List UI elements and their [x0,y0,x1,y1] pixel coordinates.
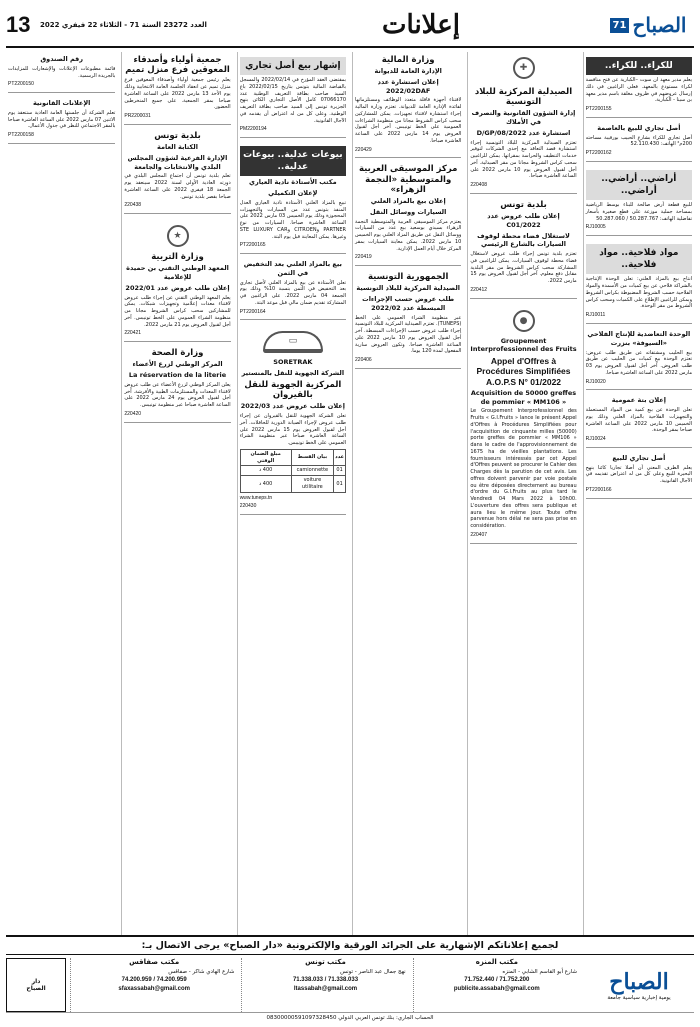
stamp-title: الصباح [26,985,46,992]
office-tunis [241,958,408,1012]
ad-ref: إعلان طلب عروض عدد 2022/01 [125,283,230,292]
ad-body: تعتزم بلدية تونس إجراء طلب عروض لاستغلال فضاء محطة لوقوف السيارات. يمكن للراغبين في المشاركة سحب كراس الشروط من مقر البلدية مقابل دفع معلوم. آخر أجل لقبول العروض يوم 15 مارس 2022. [470,251,577,285]
footer-title: لجميع إعلاناتكم الإشهارية على الجرائد الورقية والإلكترونية «دار الصباح» يرجى الاتصال بـ: [6,937,694,955]
ad-org: Groupement Interprofessionnel des Fruits [470,336,577,354]
ad-body: تعتزم الصيدلية المركزية للبلاد التونسية إجراء استشارة قصد التعاقد مع إحدى الشركات لتوفير خدمات التنظيف والحراسة بمقراتها. يمكن للراغبين سحب كراس الشروط مجانا من مقر الصيدلية. آخر أجل لقبول العروض يوم 10 مارس 2022 على الساعة العاشرة صباحا. [470,139,577,180]
ad-gifruits [470,302,576,544]
ad-ref: السيارات ووسائل النقل [369,207,447,216]
table-header: بيان القسط [291,449,334,466]
pharmacy-logo [470,54,576,82]
ad-ref: لإعلان التكميلي [268,189,318,198]
ad-notice [8,52,115,93]
table-cell: 400 د [240,466,291,476]
ad-title: جمعية أولياء وأصدقاء المعوقين فرع منزل تميم [125,55,230,76]
ad-title: رقم الصندوق [40,55,84,63]
ad-body: تعلم بلدية تونس أن اجتماع المجلس البلدي في دورته العادية الأولى لسنة 2022 سينعقد يوم الجمعة 18 فيفري 2022 على الساعة العاشرة صباحا بقصر بلدية تونس. [124,173,231,200]
ad-body: يعلن المركز الوطني لزرع الأعضاء عن طلب عروض لاقتناء المعدات والمستلزمات الطبية والأفرشة. آخر أجل لقبول العروض يوم 24 مارس 2022 على الساعة العاشرة صباحا عبر منظومة تونيبس. [124,381,231,409]
logo-badge: 71 [610,18,630,33]
footer-tagline: يومية إخبارية سياسية جامعة [607,995,671,1001]
column-1 [583,52,694,936]
ad-code: 220419 [355,254,372,261]
ad-subtitle: إدارة الشؤون القانونية والتصرف في الأملاك [471,109,576,127]
ad-code: PT2200155 [585,106,612,113]
ad-body: للبيع قطعة أرض صالحة للبناء بوسط الرياضية بمساحة جملية موزعة على قطع صغيرة بأسعار تفاضلية الهاتف: 50.287.767 / 50.287.060 [585,202,692,222]
ad-discount-auction [240,257,346,320]
ad-music-center [355,161,461,266]
ad-body: تعلن الشركة الجهوية للنقل بالقيروان عن إجراء طلب عروض لإجراء الصيانة الدورية للحافلات. آخر أجل لقبول العروض يوم 15 مارس 2022 على الساعة العاشرة صباحا عبر منظومة الشراء العمومي على الخط تونيبس. [239,413,347,447]
pharmacy-seal-icon: ✚ [513,57,535,79]
ad-transport [240,323,346,515]
ad-code: RJ10020 [585,378,606,385]
office-name: مكتب المنزه [475,958,518,966]
ad-title: وزارة الصحة [151,348,204,359]
ad-subtitle: إعلان بيع بالمزاد العلني [370,197,446,206]
ad-subtitle: إعلان طلب عروض عدد 2022/03 [240,402,345,411]
ad-code: RJ10005 [585,224,606,231]
ad-code: PT2200162 [585,150,612,157]
ad-subtitle: الصيدلية المركزية للبلاد التونسية [356,284,460,293]
table-cell: camionnette [291,466,334,476]
ad-code: 220408 [470,182,488,189]
ad-body: تعلن الوحدة عن بيع كمية من المواد المستعملة والتجهيزات الفلاحية بالمزاد العلني وذلك يوم الخميس 10 مارس 2022 على الساعة العاشرة صباحا بمقر الوحدة. [585,407,692,434]
office-email[interactable]: sfaxassabah@gmail.com [118,985,190,992]
ad-banner: بيوعات عدلية.. بيوعات عدلية.. [240,146,346,176]
ad-business-advert [240,52,346,138]
ad-body: يعلم المعهد الوطني التقني عن إجراء طلب عروض لاقتناء معدات إعلامية وتجهيزات شبكات. يمكن للمشاركين سحب كراس الشروط مجانا من منظومة الشراء العمومي على الخط تونيبس. آخر أجل لقبول العروض يوم 21 مارس 2022. [124,294,231,328]
column-3 [352,52,463,936]
ad-code: 220420 [124,410,142,417]
ad-body: Le Groupement Interprofessionnel des Fruits « G.I.Fruits » lance le présent Appel d'Offres à Procédures Simplifiées pour l'acquisition de cinquante milles (50000) porte greffes de pommier « MM106 » dans le cadre de l'approvisionnement de 1675 ha de vieilles plantations. Les fournisseurs intéressés par cet Appel d'Offres peuvent se procurer le Cahier des Charges dès la parution de cet avis. Les offres doivent parvenir par voie postale ou être déposées directement au bureau d'ordre du G.I.Fruits au plus tard le Vendredi 04 Mars 2022 à 10h00. L'ouverture des offres sera publique et aura lieu le même jour. Toute offre parvenue hors délai ne sera pas prise en considération. [470,408,577,530]
ad-body: تبيع بالمزاد العلني الأستاذة نادية العياري العدل المنفذ بتونس عدد من السيارات والتجهيزات المحجوزة وذلك يوم الخميس 03 مارس 2022 على الساعة العاشرة صباحا. السيارات من نوع PARTNER وCITROEN وSTE LUXURY CAR وغيرها. يمكن المعاينة قبل يوم البتة. [239,199,347,240]
footer-stamp [6,958,66,1012]
office-phones: 74.200.959 / 74.200.959 [121,977,187,984]
ad-pharmacy-tuneps [355,269,461,369]
ad-title: بلدية تونس [154,130,201,141]
ad-code: PT2200150 [8,81,34,88]
newspaper-logo [602,6,694,44]
ad-title: مركز الموسيقى العربية والمتوسطية «النجمة الزهراء» [358,164,458,195]
ad-code: 220406 [355,357,372,364]
ad-ref: استشارة عدد 2022/D/GP/08 [476,128,571,137]
table-header: عدد [334,449,346,466]
ad-body: قائمة مطبوعات الإعلانات والإشعارات للمزايدات بالجريدة الرسمية. [8,65,116,79]
ad-title: الإعلانات القانونية [32,99,91,108]
ad-health-ministry [124,345,230,422]
ad-code: 220438 [124,202,142,209]
ad-title: بيع بالمزاد العلني بعد التخفيض في الثمن [243,260,342,277]
ad-farm-goods [586,239,692,324]
ad-code: PM2200194 [239,126,267,133]
column-2 [467,52,578,936]
issue-info: العدد 23272 السنة 71 - الثلاثاء 22 فيفري 2022 [40,21,207,29]
ad-ref: الإدارة الفرعية لشؤون المجلس البلدي والانتخابات والجامعة [127,153,228,171]
office-menzah [413,958,580,1012]
office-address: شارع أبو القاسم الشابي - المنزه [502,968,577,975]
column-5 [121,52,232,936]
ad-ref: إعلان استشارة عدد 2022/02DAF [377,77,439,95]
ad-ref: لاستغلال فضاء محطة لوقوف السيارات بالشارع الرئيسي [477,231,570,249]
ad-title: بلدية تونس [500,199,547,210]
table-row [240,476,345,493]
office-address: شارع الهادي شاكر - صفاقس [168,968,235,975]
emblem-icon: ★ [167,225,189,247]
ad-customs [355,52,461,158]
ad-judicial-sales [240,141,346,254]
ad-code: RJ10011 [585,312,606,319]
ad-body: لاقتناء أجهزة قافلة متعدد الوظائف ومستلزماتها لفائدة الإدارة العامة للديوانة. تعتزم وزارة المالية إجراء استشارة لاقتناء تجهيزات. يمكن للمشاركين سحب كراس الشروط مجانا من منظومة الشراءات العمومية على الخط تونيبس. آخر أجل لقبول العروض يوم 14 مارس 2022 على الساعة العاشرة صباحا. [355,97,462,144]
ad-cooperative [586,327,692,390]
footer-logo-text: الصباح [609,969,669,995]
ad-title: المركزية الجهوية للنقل بالقيروان [244,380,342,401]
ad-banner: للكراء.. للكراء.. [586,57,692,75]
ad-code: RJ10024 [585,436,606,443]
ad-subtitle: الإدارة العامة للديوانة [374,67,442,76]
ad-association [124,52,230,125]
ad-code: 220429 [355,146,372,153]
office-email[interactable]: publicite.assabah@gmail.com [453,985,540,992]
ministry-logo [124,222,230,250]
ad-title: وزارة التربية [151,252,204,263]
table-cell: 01 [334,466,346,476]
ad-municipal-council [124,128,230,214]
ad-body: يعلم الطرف المعني أن أصلا تجاريا كائنا بنهج البحيرة للبيع وعلى كل من له اعتراض تقديمه في الآجال القانونية. [585,464,692,485]
ad-title: الجمهورية التونسية [367,272,449,283]
ad-subtitle: إعلان طلب عروض عدد 2022/C01 [487,212,560,229]
office-name: مكتب صفاقس [129,958,180,966]
ad-body: بيع الحليب ومشتقاته عن طريق طلب عروض: تعتزم الوحدة بيع كميات من الحليب عن طريق طلب العروض. آخر أجل لقبول العروض يوم 03 مارس 2022 على الساعة العاشرة صباحا. [585,349,692,376]
ad-title: أصل تجاري للبيع [612,453,666,462]
ad-lands [586,165,692,236]
ad-banner: مواد فلاحية.. مواد فلاحية.. [586,244,692,274]
ad-code: PT2200165 [239,242,266,249]
ad-rent [586,52,692,118]
ad-pharmacy [470,84,576,194]
column-4 [237,52,348,936]
table-cell: 01 [334,476,346,493]
ad-org: الشركة الجهوية للنقل بالمنستير [241,369,345,378]
ad-business-sale [586,121,692,162]
ad-subtitle: المركز الوطني لزرع الأعضاء [132,360,223,369]
table-cell: 400 د [240,476,291,493]
ad-body: أصل تجاري للكراء بشارع الحبيب بورقيبة مساحته 200م² الهاتف: 52.110.430 [585,134,692,148]
ad-title: أصل تجاري للبيع بالعاصمة [597,123,681,132]
contact-footer [6,935,694,1023]
soretrak-logo [240,328,346,356]
ad-code: 220412 [470,286,488,293]
stamp-sub: دار [31,978,41,985]
ad-title: وزارة المالية [381,55,435,65]
footer-body [6,955,694,1012]
ad-title: الصيدلية المركزية للبلاد التونسية [474,87,573,108]
ad-columns [6,52,694,936]
ad-subtitle: Acquisition de 50000 greffes de pommier « MM106 » [470,388,577,406]
table-header: مبلغ الضمان الوقتي [240,449,291,466]
office-email[interactable]: ltassabah@gmail.com [293,985,358,992]
ad-code: PT2200158 [8,132,34,139]
ad-body: بمقتضى العقد المؤرخ في 2022/02/14 والمسجل بالقباضة المالية بتونس بتاريخ 2022/02/15 باع السيد صاحب بطاقة التعريف الوطنية عدد 07066170 كامل الأصل التجاري الكائن بنهج الجزيرة تونس إلى السيد صاحب بطاقة التعريف الوطنية. وعلى كل من له اعتراض أن يقدمه في الآجال القانونية. [239,77,347,124]
office-name: مكتب تونس [305,958,346,966]
logo-text: الصباح [632,13,687,37]
office-phones: 71.338.033 / 71.338.033 [292,977,359,984]
ad-education-ministry [124,217,230,342]
ad-body: عبر منظومة الشراء العمومي على الخط (TUNEPS). تعتزم الصيدلية المركزية للبلاد التونسية إجراء طلب عروض حسب الإجراءات المبسطة. آخر أجل لقبول العروض يوم 10 مارس 2022 على الساعة العاشرة صباحا. وتكون العروض سارية المفعول لمدة 120 يوما. [355,314,462,355]
ad-body: تعلم الشركة أن جلستها العامة العادية ستنعقد يوم الاثنين 07 مارس 2022 على الساعة العاشرة صباحا بالمقر الاجتماعي للنظر في جدول الأعمال. [8,109,116,130]
ad-legal [8,96,115,144]
table-row [240,466,345,476]
masthead [6,4,694,48]
ad-code: 220430 [239,503,257,510]
ad-business-sale-2 [586,451,692,499]
ad-subtitle: الكتابة العامة [157,143,198,152]
ad-code: 220407 [470,531,488,538]
table-cell: voiture utilitaire [291,476,334,493]
ad-ref: La réservation de la literie [128,371,227,380]
bank-account: الحساب الجاري: بنك تونس العربي الدولي 08300000591097328450 [6,1012,694,1023]
bus-icon: ▭ [263,331,323,353]
ad-body: انتاج بيع بالمزاد العلني: تعلن الوحدة الإنتاجية بالشراكة فلاحي عن بيع كميات من الأسمدة والمواد الفلاحية حسب الشروط المضبوطة بكراس الشروط ويمكن للراغبين الإطلاع على الكميات وسحب كراس الشروط من مقر الوحدة. [585,276,692,310]
footer-logo [584,958,694,1012]
ad-website: www.tuneps.tn [239,494,273,501]
office-phones: 71.752.440 / 71.752.200 [464,977,530,984]
fruit-icon: ● [513,310,535,332]
column-6 [6,52,117,936]
ad-title: Appel d'Offres à Procédures Simplifiées A.O.P.S N° 01/2022 [476,356,571,387]
section-title: إعلانات [382,10,460,40]
ad-title: إعلان بتة عمومية [611,396,666,405]
ad-code: PT2200164 [239,308,266,315]
table-header-row [240,449,345,466]
office-sfax [70,958,237,1012]
ad-subtitle: مكتب الأستاذة نادية العياري [249,178,337,187]
ad-code: PR2200031 [124,113,151,120]
ad-body: تعلن الأستاذة عن بيع بالمزاد العلني لأصل تجاري بعد التخفيض في الثمن بنسبة 10% وذلك يوم الجمعة 04 مارس 2022. على الراغبين في المشاركة تقديم ضمان مالي قبل موعد البتة. [239,279,347,306]
ad-subtitle: المعهد الوطني التقني بن حميدة للإعلامية [126,264,229,282]
ad-tunis-municipality [470,197,576,299]
ad-ref: طلب عروض حسب الإجراءات المبسطة عدد 2022/02 [362,295,455,312]
ad-code: PT2200166 [585,486,612,493]
ad-public-auction [586,393,692,448]
ad-title: الوحدة التعاضدية للإنتاج الفلاحي «السيوفة» بنزرت [587,329,691,347]
ad-logo-text: SORETRAK [273,358,313,367]
ad-body: يعلم مدير معهد ان سوت –الكبارية عن فتح منافسة لكراء مستودع بالمعهد. فعلى الراغبين في ذلك إرسال عروضهم في ظروف مغلقة باسم مدير معهد بن سينا - الكبارية. [585,77,692,104]
ad-body: يعلم رئيس جمعية أولياء وأصدقاء المعوقين فرع منزل تميم عن انعقاد الجلسة العامة الانتخابية وذلك يوم الأحد 13 مارس 2022 على الساعة العاشرة صباحا بمقر الجمعية. على جميع المنخرطين الحضور. [124,77,231,111]
ad-banner: أراضي.. أراضي.. أراضي.. [586,170,692,200]
office-address: نهج جمال عبد الناصر - تونس [340,968,406,975]
ad-banner: إشهار بيع أصل تجاري [240,57,346,75]
page-number: 13 [6,12,31,37]
gifruits-logo [470,307,576,335]
lots-table [240,449,346,493]
ad-body: يعتزم مركز الموسيقى العربية والمتوسطية النجمة الزهراء بسيدي بوسعيد بيع عدد من السيارات ووسائل النقل عن طريق المزاد العلني يوم الخميس 10 مارس 2022. يمكن معاينة السيارات بمقر المركز خلال أيام العمل الإدارية. [355,218,462,252]
ad-code: 220421 [124,330,142,337]
